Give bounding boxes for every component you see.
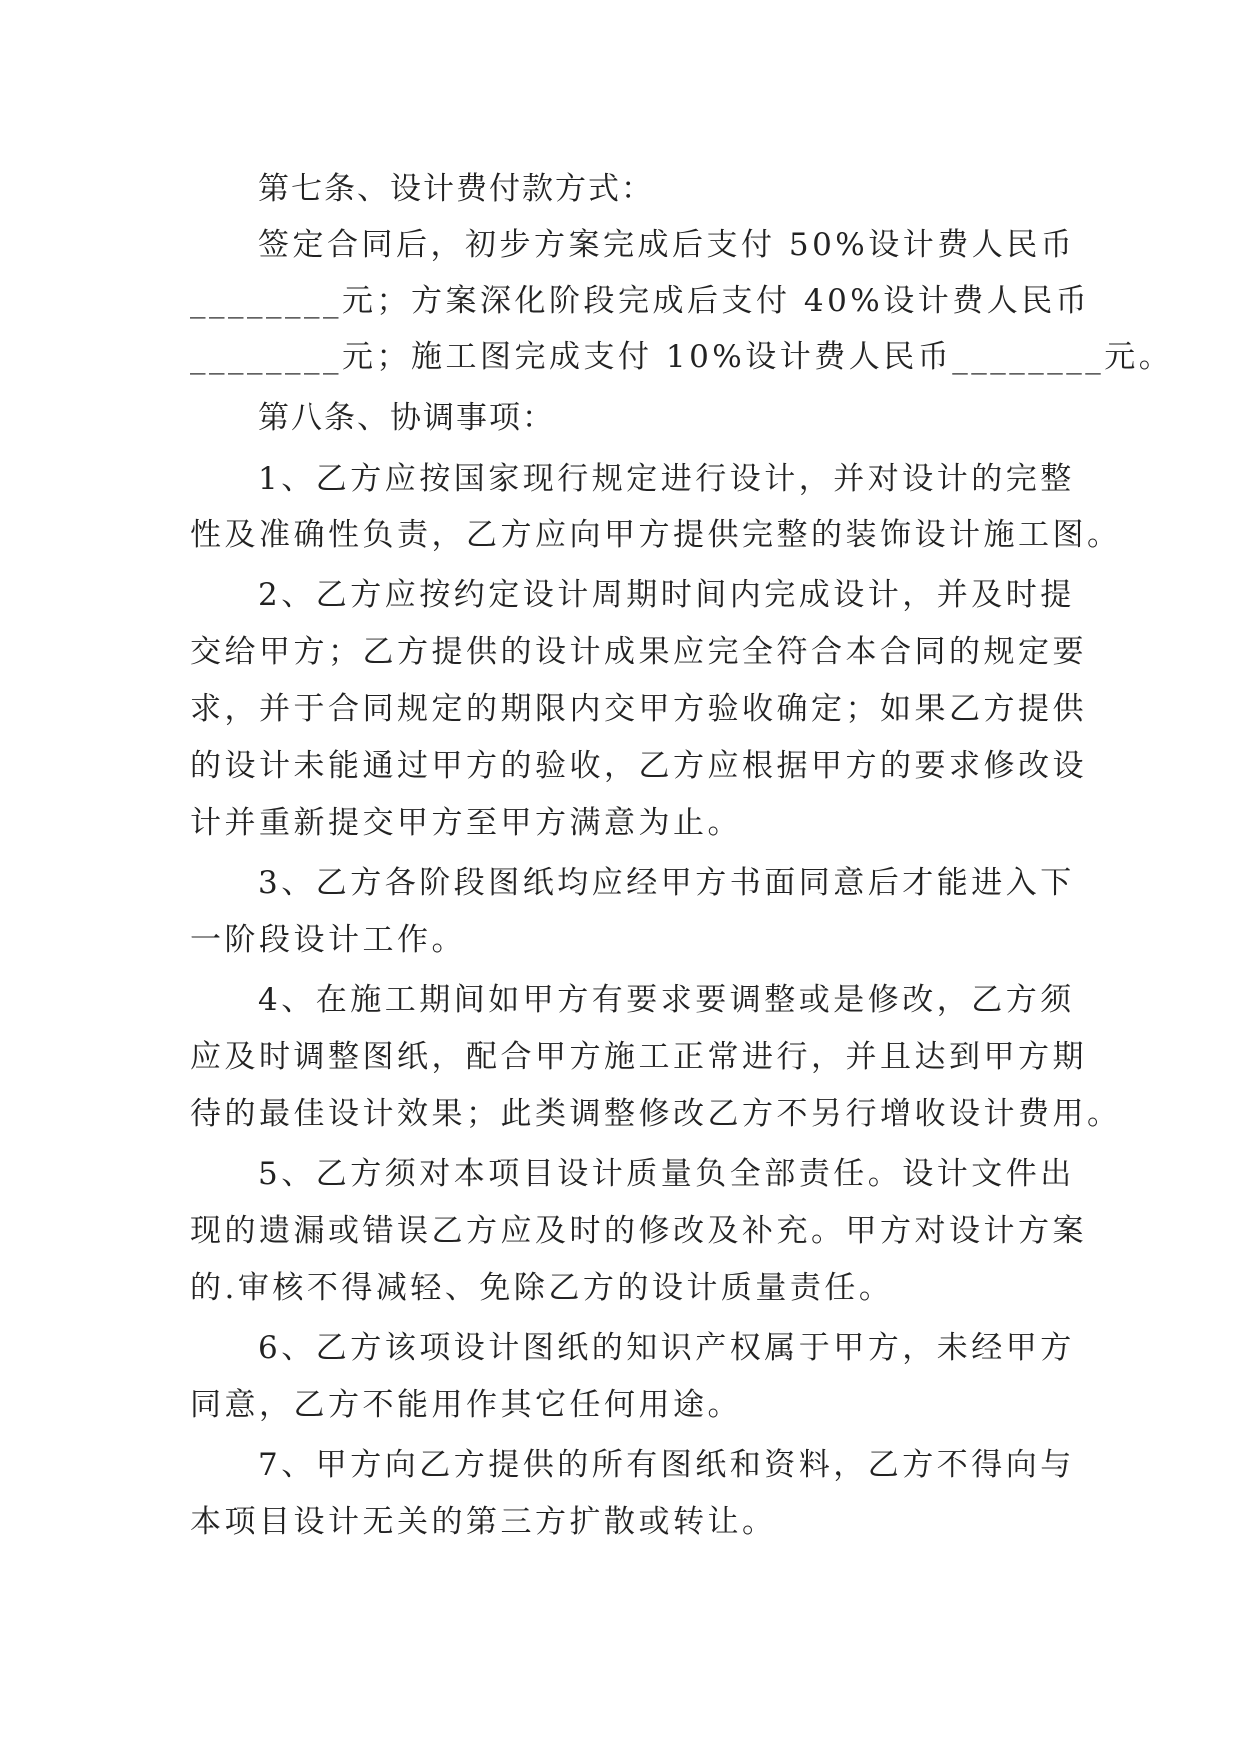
paragraph-line: 一阶段设计工作。: [190, 922, 466, 958]
paragraph-line: 3、乙方各阶段图纸均应经甲方书面同意后才能进入下: [258, 865, 1075, 901]
paragraph-line: 2、乙方应按约定设计周期时间内完成设计，并及时提: [258, 577, 1075, 613]
paragraph-line: 现的遗漏或错误乙方应及时的修改及补充。甲方对设计方案: [190, 1213, 1087, 1249]
paragraph-line: 性及准确性负责，乙方应向甲方提供完整的装饰设计施工图。: [190, 517, 1122, 553]
paragraph-line: 6、乙方该项设计图纸的知识产权属于甲方，未经甲方: [258, 1330, 1075, 1366]
paragraph-line: 交给甲方；乙方提供的设计成果应完全符合本合同的规定要: [190, 634, 1087, 670]
paragraph-line: 计并重新提交甲方至甲方满意为止。: [190, 805, 742, 841]
paragraph-line: ________元；施工图完成支付 10%设计费人民币________元。: [190, 339, 1174, 375]
paragraph-line: 求，并于合同规定的期限内交甲方验收确定；如果乙方提供: [190, 691, 1087, 727]
paragraph-line: 的设计未能通过甲方的验收，乙方应根据甲方的要求修改设: [190, 748, 1087, 784]
paragraph-line: 7、甲方向乙方提供的所有图纸和资料，乙方不得向与: [258, 1447, 1075, 1483]
paragraph-line: 待的最佳设计效果；此类调整修改乙方不另行增收设计费用。: [190, 1096, 1122, 1132]
paragraph-line: 签定合同后，初步方案完成后支付 50%设计费人民币: [258, 227, 1076, 263]
article-8-heading: 第八条、协调事项：: [258, 400, 555, 436]
paragraph-line: ________元；方案深化阶段完成后支付 40%设计费人民币: [190, 283, 1091, 319]
paragraph-line: 1、乙方应按国家现行规定进行设计，并对设计的完整: [258, 461, 1075, 497]
paragraph-line: 5、乙方须对本项目设计质量负全部责任。设计文件出: [258, 1156, 1075, 1192]
paragraph-line: 应及时调整图纸，配合甲方施工正常进行，并且达到甲方期: [190, 1039, 1087, 1075]
paragraph-line: 本项目设计无关的第三方扩散或转让。: [190, 1504, 777, 1540]
paragraph-line: 同意，乙方不能用作其它任何用途。: [190, 1387, 742, 1423]
paragraph-line: 4、在施工期间如甲方有要求要调整或是修改，乙方须: [258, 982, 1075, 1018]
paragraph-line: 的.审核不得减轻、免除乙方的设计质量责任。: [190, 1270, 894, 1306]
article-7-heading: 第七条、设计费付款方式：: [258, 171, 654, 207]
